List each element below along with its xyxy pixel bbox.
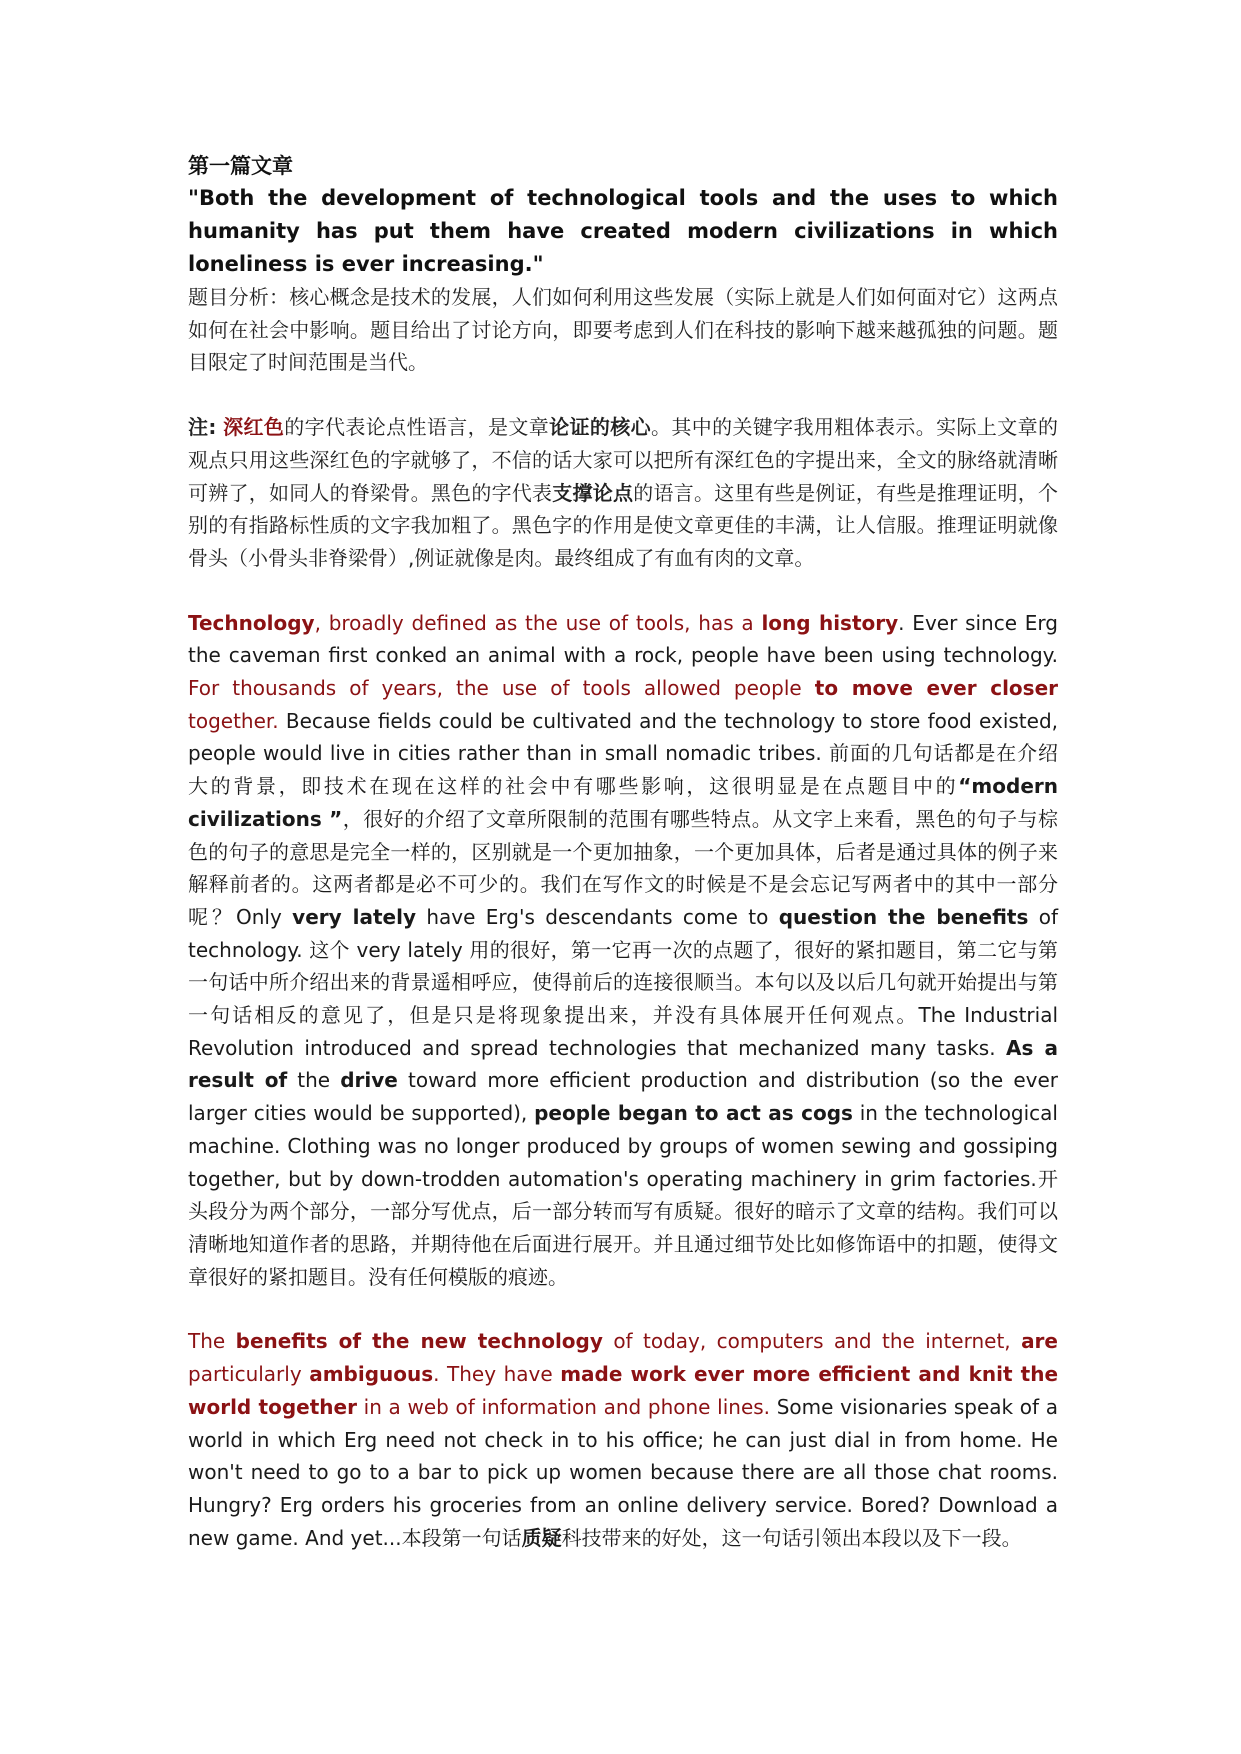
note-text-3: 的语言。这里有些是例证，有些是推理证明，个别的有指路标性质的文字我加粗了。黑色字的作用是使文章更佳的丰满，让人信服。推理证明就像骨头（小骨头非脊梁骨）,例证就像是肉。最终组成了有血有肉的文章。 — [188, 480, 1059, 570]
spacer — [188, 379, 1058, 411]
p2-text: particularly — [188, 1362, 310, 1387]
p1-commentary: 前面的几句话都是在介绍大的背景，即技术在现在这样的社会中有哪些影响，这很明显是在点题目中的 — [188, 741, 1059, 799]
color-note — [188, 411, 1058, 575]
note-supporting-term: 支撑论点 — [552, 480, 634, 505]
p1-commentary: 开头段分为两个部分，一部分写优点，后一部分转而写有质疑。很好的暗示了文章的结构。我们可以清晰地知道作者的思路，并期待他在后面进行展开。并且通过细节处比如修饰语中的扣题，使得文章很好的紧扣题目。没有任何模版的痕迹。 — [188, 1166, 1059, 1289]
p1-text: together. — [188, 708, 279, 733]
p1-question-benefits: question the benefits — [778, 904, 1029, 929]
topic-analysis: 题目分析：核心概念是技术的发展，人们如何利用这些发展（实际上就是人们如何面对它）这两点如何在社会中影响。题目给出了讨论方向，即要考虑到人们在科技的影响下越来越孤独的问题。题目限定了时间范围是当代。 — [188, 285, 1058, 375]
note-text-2: 。其中的关键字我用粗体表示。实际上文章的观点只用这些深红色的字就够了，不信的话大家可以把所有深红色的字提出来，全文的脉络就清晰可辨了，如同人的脊梁骨。黑色的字代表 — [188, 415, 1059, 505]
p1-technology: Technology — [188, 610, 315, 635]
p1-very-lately: very lately — [292, 904, 416, 929]
p2-text: The — [188, 1329, 236, 1354]
p2-text: of today, computers and the internet, — [602, 1329, 1022, 1354]
p1-drive: drive — [340, 1068, 398, 1093]
p2-commentary: 科技带来的好处，这一句话引领出本段以及下一段。 — [561, 1525, 1022, 1550]
spacer — [188, 1293, 1058, 1325]
p1-text: of technology. — [188, 904, 1058, 962]
p2-question-term: 质疑 — [521, 1525, 562, 1550]
p1-text: , broadly defined as the use of tools, has a — [314, 610, 762, 635]
note-dark-red-term: 深红色 — [223, 415, 285, 440]
p1-cogs: people began to act as cogs — [534, 1101, 853, 1126]
p1-text: the — [287, 1068, 341, 1093]
essay-topic: "Both the development of technological tools and the uses to which humanity has put them have created modern civilizations in which loneliness is ever increasing." — [188, 186, 1058, 276]
spacer — [188, 575, 1058, 607]
p1-text: For thousands of years, the use of tools allowed people — [188, 676, 815, 701]
p1-text: The Industrial Revolution introduced and spread technologies that mechanized many tasks. — [188, 1003, 1059, 1060]
p1-text: toward more efficient production and distribution (so the ever larger cities would be supported), — [188, 1068, 1058, 1126]
p1-long-history: long history — [761, 610, 899, 635]
p2-ambiguous: ambiguous — [309, 1362, 434, 1387]
p1-move-closer: to move ever closer — [814, 676, 1058, 701]
p1-commentary: ，很好的介绍了文章所限制的范围有哪些特点。从文字上来看，黑色的句子与棕色的句子的意思是完全一样的，区别就是一个更加抽象，一个更加具体，后者是通过具体的例子来解释前者的。这两者都是必不可少的。我们在写作文的时候是不是会忘记写两者中的其中一部分呢？ — [188, 806, 1059, 929]
p2-text: in a web of information and phone lines. — [356, 1394, 771, 1419]
paragraph-2 — [188, 1325, 1058, 1554]
paragraph-1 — [188, 607, 1058, 1294]
p1-commentary: 这个 very lately 用的很好，第一它再一次的点题了，很好的紧扣题目，第二它与第一句话中所介绍出来的背景遥相呼应，使得前后的连接很顺当。本句以及以后几句就开始提出与第一句话相反的意见了，但是只是将现象提出来，并没有具体展开任何观点。 — [188, 937, 1059, 1028]
p2-text: Some visionaries speak of a world in which Erg need not check in to his office; he can just dial in from home. He won't need to go to a bar to pick up women because there are all those chat rooms. Hungry? Erg orders his groceries from an online delivery service. Bored? Download a new game. And yet... — [188, 1394, 1059, 1550]
p1-text: in the technological machine. Clothing was no longer produced by groups of women sewing and gossiping together, but by down-trodden automation's operating machinery in grim factories. — [188, 1101, 1058, 1191]
p1-text: Only — [236, 904, 293, 929]
note-text-1: 的字代表论点性语言，是文章 — [284, 415, 550, 440]
p2-benefits: benefits of the new technology — [235, 1329, 603, 1354]
note-label: 注: — [188, 415, 217, 440]
p1-text: Because fields could be cultivated and the technology to store food existed, people would live in cities rather than in small nomadic tribes. — [188, 708, 1058, 766]
p2-text: . They have — [433, 1362, 561, 1387]
p2-commentary: 本段第一句话 — [401, 1525, 522, 1550]
document-page — [188, 150, 1058, 1554]
p2-made-work-efficient: made work ever more efficient and knit the world together — [188, 1362, 1059, 1419]
p1-text: . Ever since Erg the caveman first conked an animal with a rock, people have been using technology. — [188, 610, 1059, 668]
note-argument-core: 论证的核心 — [549, 415, 651, 440]
p1-text: have Erg's descendants come to — [416, 904, 779, 929]
p2-are: are — [1021, 1329, 1058, 1354]
p1-modern-civilizations: “modern civilizations ” — [188, 774, 1058, 831]
article-heading: 第一篇文章 — [188, 154, 293, 178]
p1-as-a-result: As a result of — [188, 1035, 1058, 1093]
